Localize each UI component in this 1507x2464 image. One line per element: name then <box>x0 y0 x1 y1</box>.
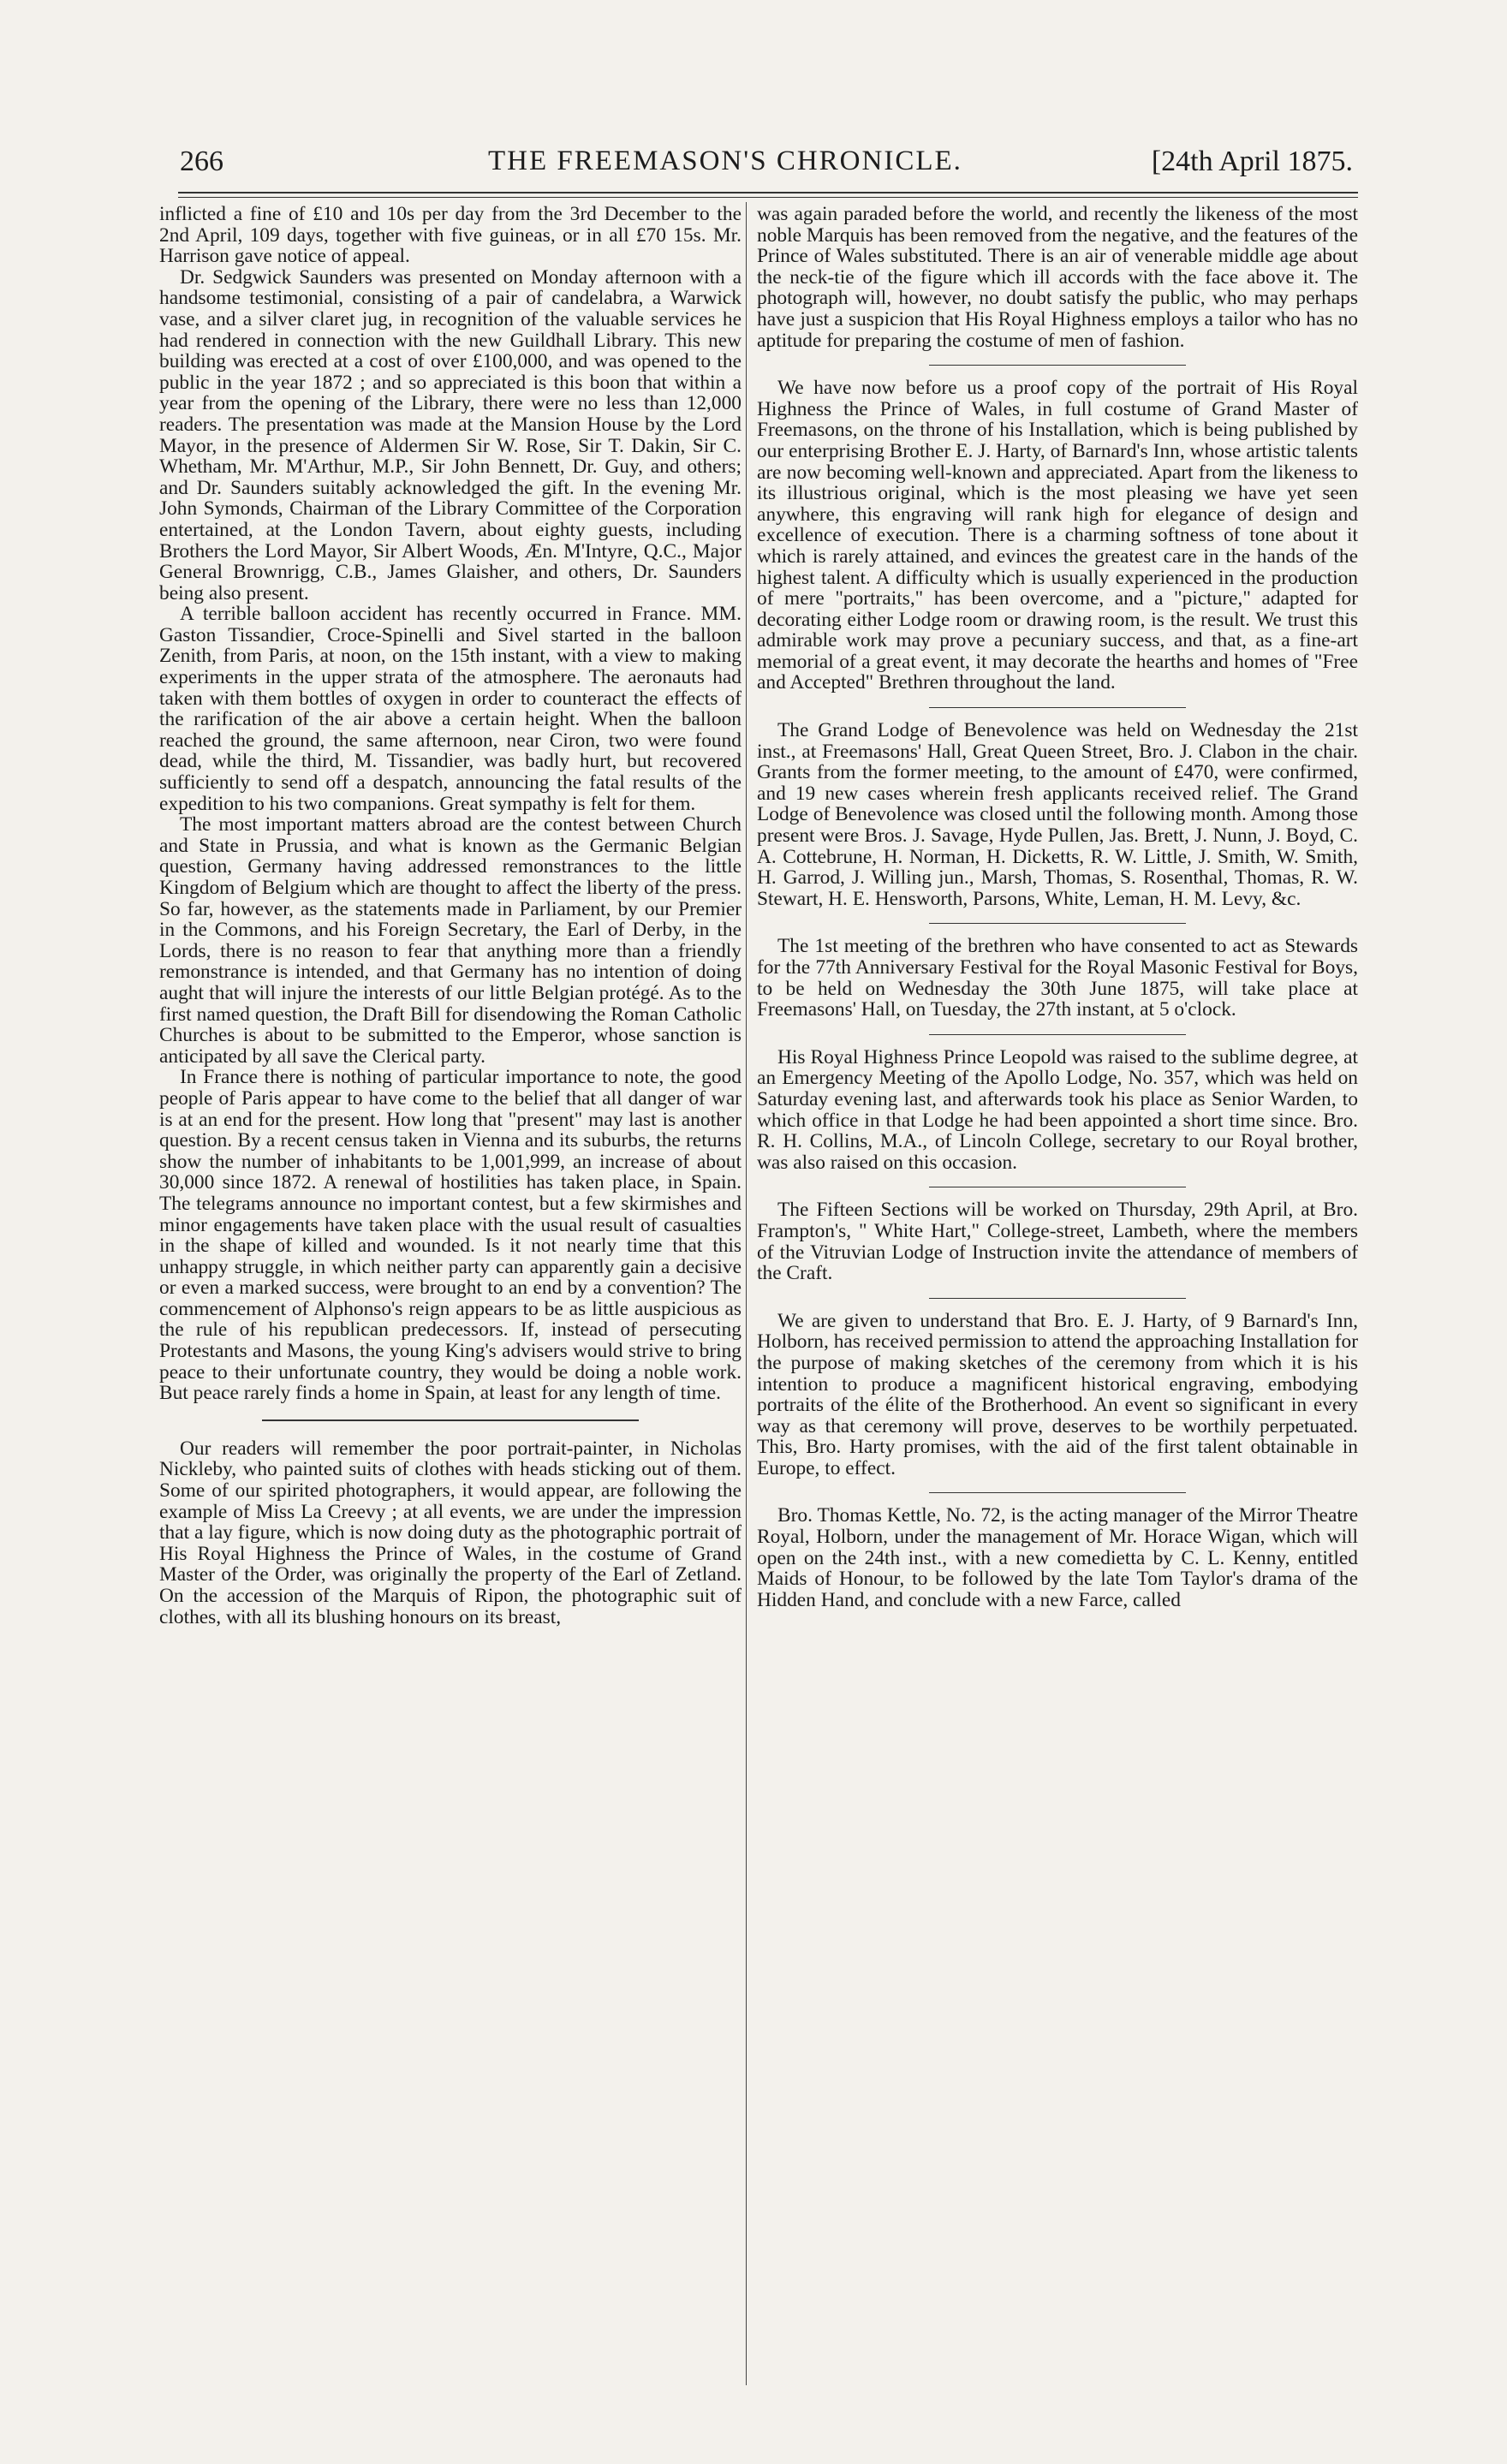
article-paragraph: Our readers will remember the poor portrait-painter, in Nicholas Nickleby, who painted suits of clothes with heads sticking out of them. Some of our spirited photographers, it would appear, are following the example of Miss La Creevy ; at all events, we are under the impression that a lay figure, which is now doing duty as the photographic portrait of His Royal Highness the Prince of Wales, in the costume of Grand Master of the Order, was originally the property of the Earl of Zetland. On the accession of the Marquis of Ripon, the photographic suit of clothes, with all its blushing honours on its breast, <box>159 1437 742 1628</box>
section-divider <box>929 1298 1186 1299</box>
article-paragraph: Dr. Sedgwick Saunders was presented on Monday afternoon with a handsome testimonial, consisting of a pair of candelabra, a Warwick vase, and a silver claret jug, in recognition of the valuable services he had rendered in connection with the new Guildhall Library. This new building was erected at a cost of over £100,000, and was opened to the public in the year 1872 ; and so appreciated is this boon that within a year from the opening of the Library, there were no less than 12,000 readers. The presentation was made at the Mansion House by the Lord Mayor, in the presence of Aldermen Sir W. Rose, Sir T. Dakin, Sir C. Whetham, Mr. M'Arthur, M.P., Sir John Bennett, Dr. Guy, and others; and Dr. Saunders suitably acknowledged the gift. In the evening Mr. John Symonds, Chairman of the Library Committee of the Corporation entertained, at the London Tavern, about eighty guests, including Brothers the Lord Mayor, Sir Albert Woods, Æn. M'Intyre, Q.C., Major General Brownrigg, C.B., James Glaisher, and others, Dr. Saunders being also present. <box>159 265 742 604</box>
article-paragraph: A terrible balloon accident has recently occurred in France. MM. Gaston Tissandier, Croce-Spinelli and Sivel started in the balloon Zenith, from Paris, at noon, on the 15th instant, with a view to making experiments in the upper strata of the atmosphere. The aeronauts had taken with them bottles of oxygen in order to counteract the effects of the rarification of the air above a certain height. When the balloon reached the ground, the same afternoon, near Ciron, two were found dead, while the third, M. Tissandier, was badly hurt, but recovered sufficiently to send off a despatch, announcing the fatal results of the expedition to his two companions. Great sympathy is felt for them. <box>159 603 742 815</box>
article-paragraph: We have now before us a proof copy of the portrait of His Royal Highness the Prince of Wales, in full costume of Grand Master of Freemasons, on the throne of his Installation, which is being published by our enterprising Brother E. J. Harty, of Barnard's Inn, whose artistic talents are now becoming well-known and appreciated. Apart from the likeness to its illustrious original, which is the most pleasing we have yet seen anywhere, this engraving will rank high for elegance of design and excellence of execution. There is a charming softness of tone about it which is rarely attained, and evinces the greatest care in the hands of the highest talent. A difficulty which is usually experienced in the production of mere "portraits," has been overcome, and a "picture," adapted for decorating either Lodge room or drawing room, is the result. We trust this admirable work may prove a pecuniary success, and that, as a fine-art memorial of a great event, it may decorate the hearths and homes of "Free and Accepted" Brethren throughout the land. <box>757 377 1358 694</box>
section-divider <box>262 1419 639 1421</box>
header-rule <box>178 192 1358 193</box>
article-paragraph: Bro. Thomas Kettle, No. 72, is the acting manager of the Mirror Theatre Royal, Holborn, under the management of Mr. Horace Wigan, which will open on the 24th inst., with a new comedietta by C. L. Kenny, entitled Maids of Honour, to be followed by the late Tom Taylor's drama of the Hidden Hand, and conclude with a new Farce, called <box>757 1504 1358 1611</box>
section-divider <box>929 365 1186 366</box>
article-paragraph: In France there is nothing of particular importance to note, the good people of Paris appear to have come to the belief that all danger of war is at an end for the present. How long that "present" may last is another question. By a recent census taken in Vienna and its suburbs, the returns show the number of inhabitants to be 1,001,999, an increase of about 30,000 since 1872. A renewal of hostilities has taken place, in Spain. The telegrams announce no important contest, but a few skirmishes and minor engagements have taken place with the usual result of casualties in the shape of killed and wounded. Is it not nearly time that this unhappy struggle, in which neither party can apparently gain a decisive or even a marked success, were brought to an end by a convention? The commencement of Alphonso's reign appears to be as little auspicious as the rule of his republican predecessors. If, instead of persecuting Protestants and Masons, the young King's advisers would strive to bring peace to their unfortunate country, they would be doing a noble work. But peace rarely finds a home in Spain, at least for any length of time. <box>159 1066 742 1405</box>
publication-title: THE FREEMASON'S CHRONICLE. <box>488 146 962 176</box>
article-paragraph: The most important matters abroad are the contest between Church and State in Prussia, and what is known as the Germanic Belgian question, Germany having addressed remonstrances to the little Kingdom of Belgium which are thought to affect the liberty of the press. So far, however, as the statements made in Parliament, by our Premier in the Commons, and his Foreign Secretary, the Earl of Derby, in the Lords, there is no reason to fear that anything more than a friendly remonstrance is intended, and that Germany has no intention of doing aught that will injure the interests of our little Belgian protégé. As to the first named question, the Draft Bill for disendowing the Roman Catholic Churches is about to be submitted to the Emperor, whose sanction is anticipated by all save the Clerical party. <box>159 813 742 1068</box>
page-header <box>180 146 1361 190</box>
issue-date: [24th April 1875. <box>1151 146 1353 177</box>
article-paragraph: The 1st meeting of the brethren who have consented to act as Stewards for the 77th Anniversary Festival for the Royal Masonic Festival for Boys, to be held on Wednesday the 30th June 1875, will take place at Freemasons' Hall, on Tuesday, the 27th instant, at 5 o'clock. <box>757 935 1358 1021</box>
section-divider <box>929 923 1186 924</box>
header-rule-thin <box>178 197 1358 198</box>
section-divider <box>929 1492 1186 1493</box>
page-number: 266 <box>180 146 223 177</box>
article-paragraph: The Fifteen Sections will be worked on Thursday, 29th April, at Bro. Frampton's, " White Hart," College-street, Lambeth, where the members of the Vitruvian Lodge of Instruction invite the attendance of members of the Craft. <box>757 1199 1358 1285</box>
column-divider <box>746 202 747 2385</box>
article-paragraph: His Royal Highness Prince Leopold was raised to the sublime degree, at an Emergency Meeting of the Apollo Lodge, No. 357, which was held on Saturday evening last, and afterwards took his place as Senior Warden, to which office in that Lodge he had been appointed a short time since. Bro. R. H. Collins, M.A., of Lincoln College, secretary to our Royal brother, was also raised on this occasion. <box>757 1045 1358 1174</box>
section-divider <box>929 707 1186 708</box>
right-column <box>757 204 1358 2383</box>
article-paragraph: inflicted a fine of £10 and 10s per day from the 3rd December to the 2nd April, 109 days, together with five guineas, or in all £70 15s. Mr. Harrison gave notice of appeal. <box>159 204 742 268</box>
section-divider <box>929 1034 1186 1035</box>
article-paragraph: was again paraded before the world, and recently the likeness of the most noble Marquis has been removed from the negative, and the features of the Prince of Wales substituted. There is an air of venerable middle age about the neck-tie of the figure which ill accords with the face above it. The photograph will, however, no doubt satisfy the public, who may perhaps have just a suspicion that His Royal Highness employs a tailor who has no aptitude for preparing the costume of men of fashion. <box>757 204 1358 352</box>
article-paragraph: The Grand Lodge of Benevolence was held on Wednesday the 21st inst., at Freemasons' Hall, Great Queen Street, Bro. J. Clabon in the chair. Grants from the former meeting, to the amount of £470, were confirmed, and 19 new cases wherein fresh applicants received relief. The Grand Lodge of Benevolence was closed until the following month. Among those present were Bros. J. Savage, Hyde Pullen, Jas. Brett, J. Nunn, J. Boyd, C. A. Cottebrune, H. Norman, H. Dicketts, R. W. Little, J. Smith, W. Smith, H. Garrod, J. Willing jun., Marsh, Thomas, S. Rosenthal, Thomas, R. W. Stewart, H. E. Hensworth, Parsons, White, Leman, H. M. Levy, &c. <box>757 719 1358 910</box>
left-column <box>159 204 742 2383</box>
article-paragraph: We are given to understand that Bro. E. J. Harty, of 9 Barnard's Inn, Holborn, has received permission to attend the approaching Installation for the purpose of making sketches of the ceremony from which it is his intention to produce a magnificent historical engraving, embodying portraits of the élite of the Brotherhood. An event so significant in every way as that ceremony will prove, deserves to be worthily perpetuated. This, Bro. Harty promises, with the aid of the first talent obtainable in Europe, to effect. <box>757 1309 1358 1479</box>
